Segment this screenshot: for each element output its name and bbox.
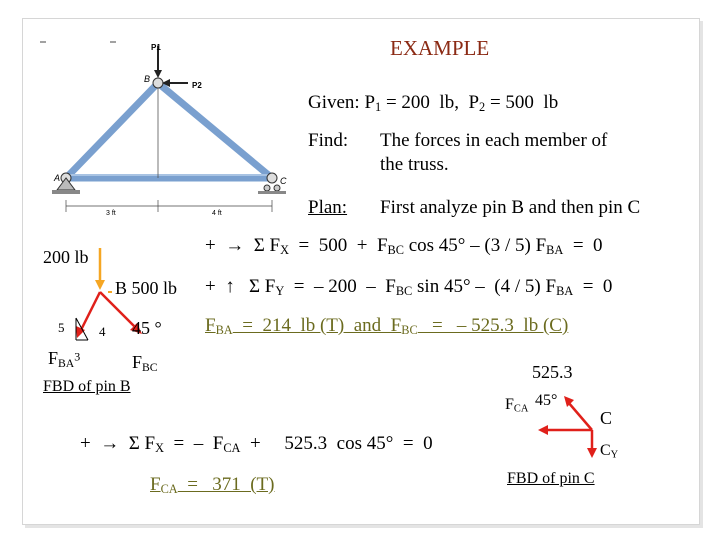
- c-label: C: [600, 408, 613, 428]
- find-line-2: the truss.: [380, 154, 449, 175]
- load-200lb: 200 lb: [43, 247, 89, 267]
- plan-label: Plan:: [308, 197, 348, 218]
- given-label: Given:: [308, 92, 360, 113]
- fbd-c-caption: FBD of pin C: [507, 470, 595, 487]
- a-label: A: [54, 173, 61, 183]
- find-label: Find:: [308, 130, 349, 151]
- dim-3ft: 3 ft: [106, 210, 116, 217]
- force-525: 525.3: [532, 362, 573, 382]
- equation-sum-fy-b: + ↑ Σ $F_Y$ = – $200 - F_{BC}$ sin 45° – (4 / 5) $F_{BA} = 0$: [205, 276, 613, 299]
- arrow-cy: [587, 448, 597, 458]
- b-label: B: [144, 74, 151, 84]
- triangle-side-5: 5: [58, 320, 65, 335]
- given-line: [308, 92, 558, 115]
- truss-diagram: [40, 38, 310, 218]
- p2-label: P2: [192, 81, 202, 90]
- result-fca: $F_{CA} = 371$ (T): [150, 474, 275, 497]
- fbd-b-caption: FBD of pin B: [43, 378, 131, 395]
- fca-label: $F_{CA}$: [505, 396, 529, 415]
- p1-label: P1: [151, 43, 161, 52]
- fbc-label: $F_{BC}$: [132, 352, 158, 374]
- find-line-1: The forces in each member of: [380, 130, 608, 151]
- plan-text: First analyze pin B and then pin C: [380, 197, 641, 218]
- load-500lb: B 500 lb: [115, 278, 178, 298]
- triangle-side-4: 4: [99, 324, 106, 339]
- equation-sum-fx-c: + → Σ $F_X$ = – $F_{CA}$ + 525.3 cos 45° = 0: [80, 433, 433, 456]
- arrow-200lb: [95, 280, 105, 290]
- cy-label: $C_Y$: [600, 442, 619, 461]
- fba-label: $F_{BA}^3$: [48, 348, 81, 370]
- arrow-fca: [538, 425, 548, 435]
- equation-sum-fx-b: + → Σ $F_X = 500 + F_{BC}$ cos 45° – (3 / 5) $F_{BA} = 0$: [205, 235, 603, 258]
- result-fba-fbc: $F_{BA} = 214$ lb (T) and $F_{BC}$ = – 525.3 lb (C): [205, 315, 569, 338]
- angle-45-c: 45°: [535, 392, 558, 409]
- dim-4ft: 4 ft: [212, 210, 222, 217]
- angle-45: 45 °: [132, 318, 162, 338]
- c-label: C: [280, 176, 287, 186]
- given-text: $P_1 = 200$ lb, $P_2 = 500$ lb: [364, 92, 559, 115]
- slide-title: EXAMPLE: [390, 36, 490, 60]
